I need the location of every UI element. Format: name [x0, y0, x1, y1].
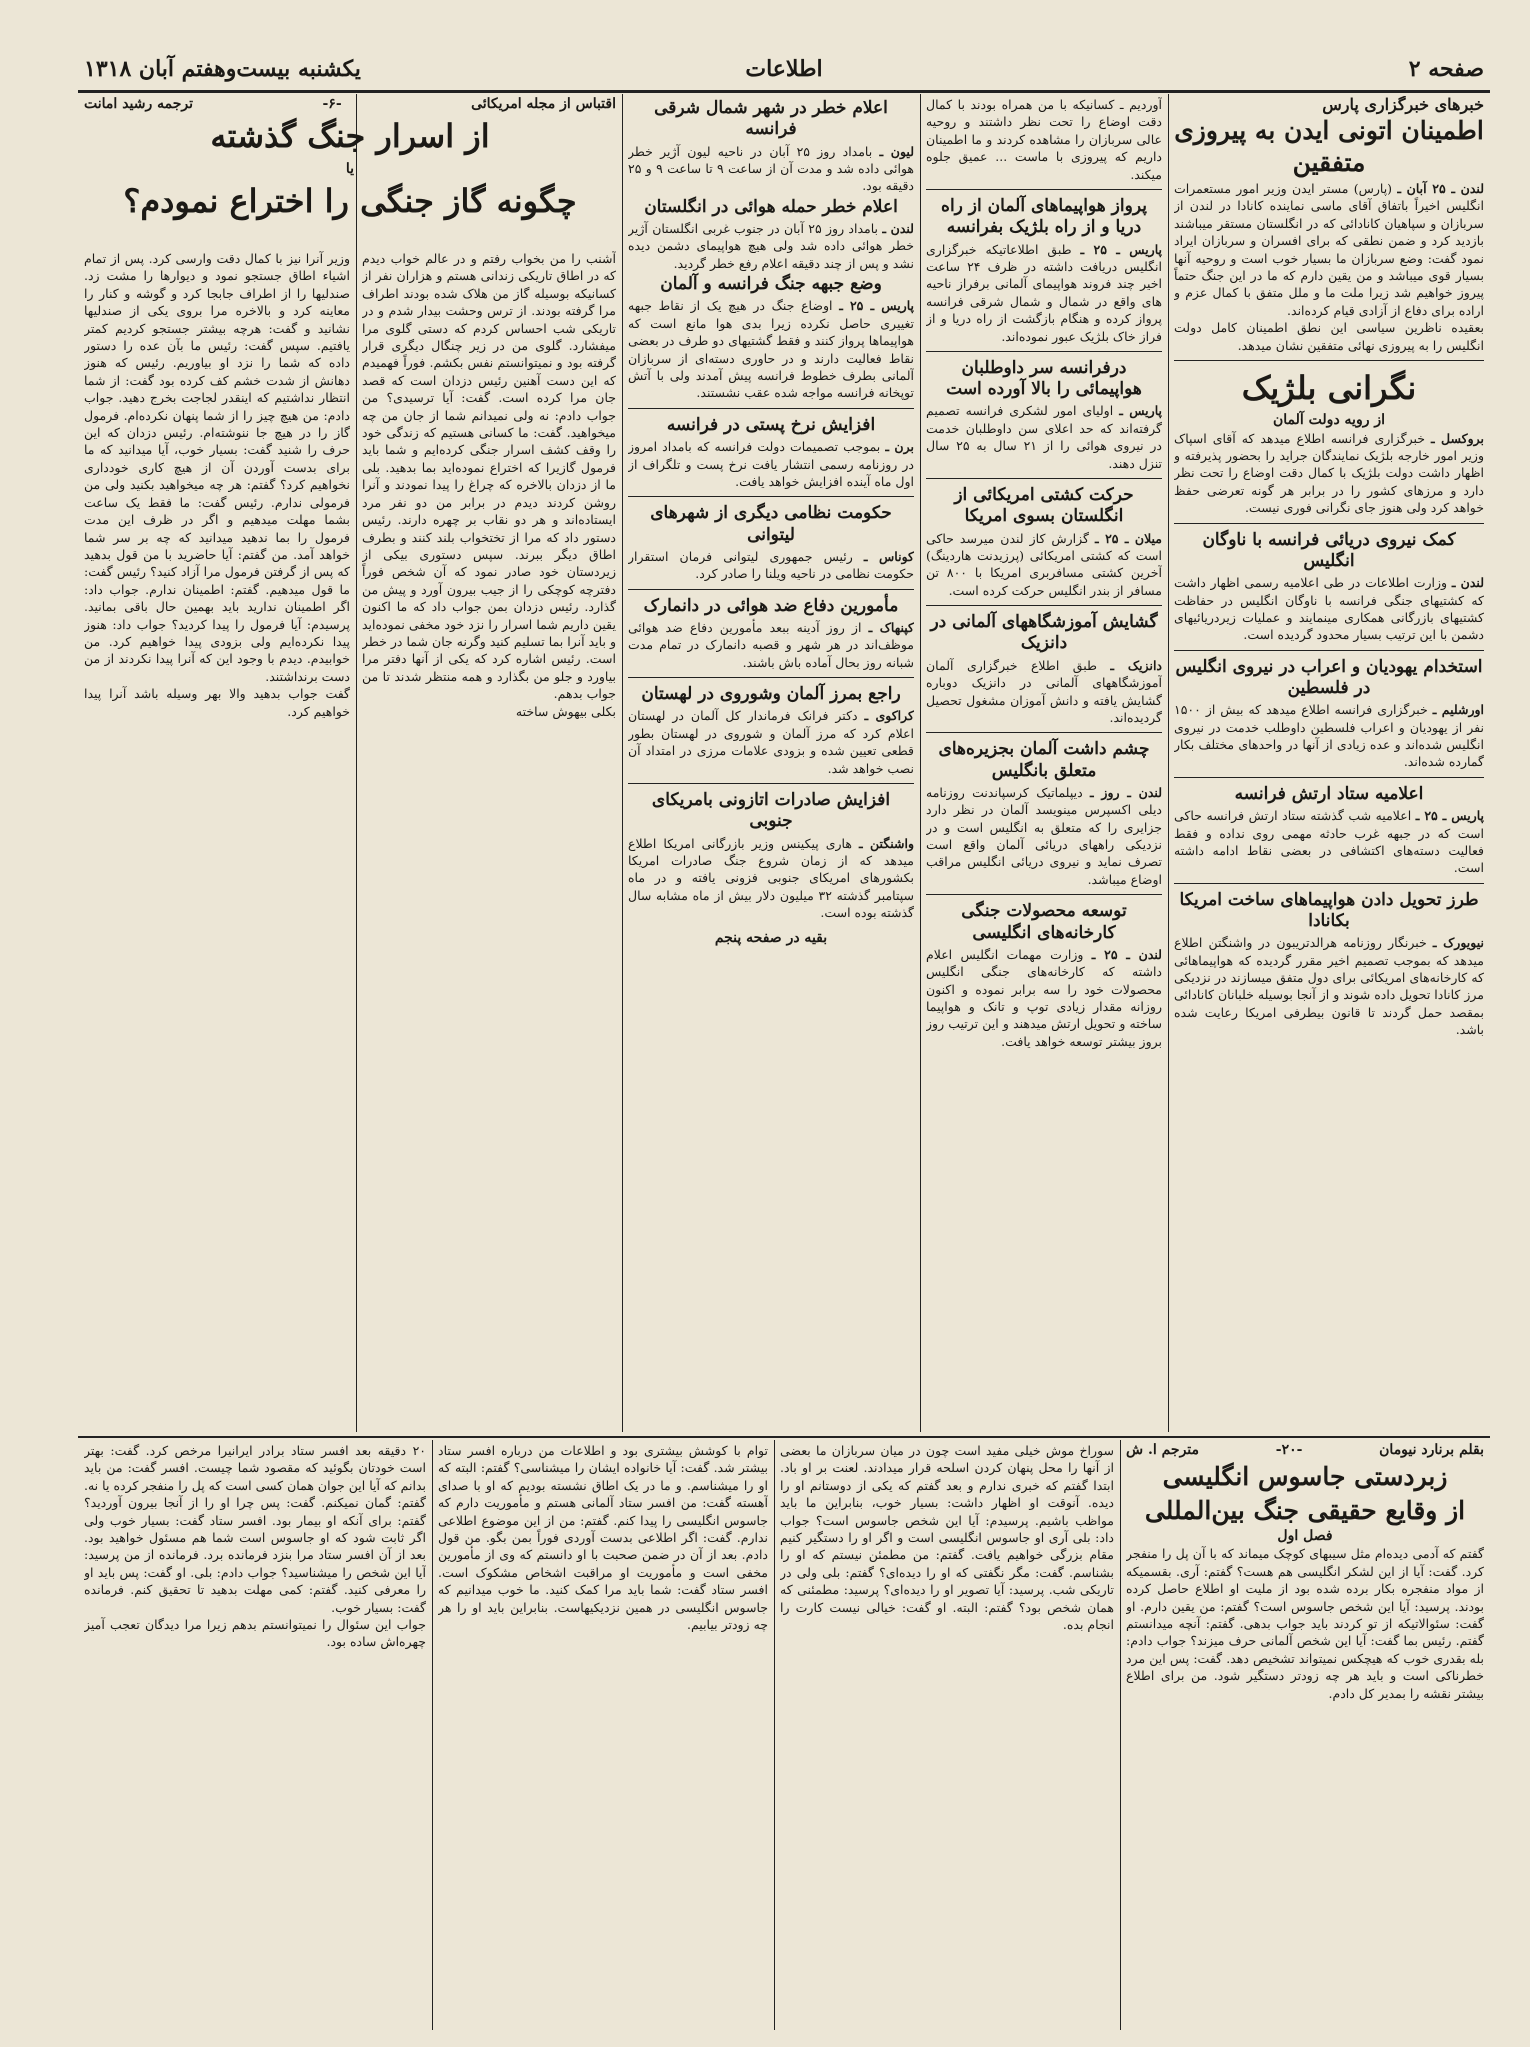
- feature-connector: یا: [345, 160, 355, 177]
- dateline: پاریس ـ ۲۵ ـ: [1080, 241, 1162, 257]
- column-news-3: [628, 96, 914, 1432]
- story-number: -۲۰-: [1275, 1442, 1303, 1458]
- article-body: خبرگزاری فرانسه اطلاع میدهد که آقای اسپاک وزیر امور خارجه بلژیک نمایندگان جراید را بحضور پذیرفته و اظهار داشت دولت بلژیک با کمال دقت اوضاع را تحت نظر دارد و مرزهای کشور را در برابر هر گونه تعرضی حفظ خواهد کرد ولی هنوز جای نگرانی فوری نیست.: [1174, 430, 1484, 516]
- article-body: خبرگزاری فرانسه اطلاع میدهد که بیش از ۱۵۰۰ نفر از یهودیان و اعراب فلسطین داوطلب خدمت در نیروی انگلیس شده‌اند و عده زیادی از آنها در واحدهای مختلف بکار گمارده شده‌اند.: [1174, 702, 1484, 770]
- headline-eden: اطمینان اتونی ایدن به پیروزی متفقین: [1174, 116, 1484, 177]
- dateline: برن ـ: [885, 439, 914, 455]
- story-author: بقلم برنارد نیومان: [1379, 1442, 1484, 1458]
- masthead: [84, 52, 1484, 88]
- paper-name: اطلاعات: [745, 56, 823, 82]
- article-body: هاری پیکینس وزیر بازرگانی امریکا اطلاع میدهد که از زمان شروع جنگ صادرات امریکا بکشورهای امریکای جنوبی فزونی یافته و در ماه سپتامبر گذشته ۳۲ میلیون دلار بیش از ماه مشابه سال گذشته بوده است.: [628, 835, 914, 921]
- article-body: طبق اطلاع خبرگزاری آلمان آموزشگاههای آلمانی در دانزیک دوباره گشایش یافته و دانش آموزان مشغول تحصیل گردیده‌اند.: [926, 657, 1162, 725]
- headline-denmark: مأمورین دفاع ضد هوائی در دانمارک: [643, 595, 899, 616]
- masthead-rule: [78, 90, 1490, 93]
- story-body: گفتم که آدمی دیده‌ام مثل سیبهای کوچک میماند که با آن پل را منفجر کرد. گفت: آیا از این لشکر انگلیسی هم هست؟ گفتم: آری. بقسمیکه از مواد منفجره بکار برده شده بود از ملیت او اطلاع حاصل کرده بودند. پرسید: آیا این شخص جاسوس است؟ گفتم: من یقین دارم. او گفت: سئوالاتیکه از تو کردند باید جواب بدهی. گفتم: آنچه میدانستم گفتم. رئیس بما گفت: آیا این شخص آلمانی حرف میزند؟ جواب دادم: بله بقدری خوب که هیچکس نمیتواند تشخیص دهد. گفت: پس این مرد خطرناکی است و باید هر چه زودتر دستگیر شود. من برای اطلاع بیشتر نقشه را بمدیر کل دادم.: [1126, 1546, 1484, 1701]
- dateline: پاریس ـ ۲۵ ـ: [1415, 808, 1484, 824]
- headline-islands: چشم داشت آلمان بجزیره‌های متعلق بانگلیس: [938, 739, 1150, 781]
- story-column-d: [84, 1442, 426, 2032]
- column-rule: [1168, 94, 1169, 1432]
- story-subheadline: از وقایع حقیقی جنگ بین‌المللی: [1144, 1495, 1466, 1525]
- issue-date: یکشنبه بیست‌وهفتم آبان ۱۳۱۸: [84, 56, 361, 82]
- headline-ship: حرکت کشتی امریکائی از انگلستان بسوی امریکا: [954, 485, 1134, 527]
- dateline: بروکسل ـ: [1431, 430, 1484, 446]
- story-end: جواب این سئوال را نمیتوانستم بدهم زیرا مرا دیدگان تعجب آمیز چهره‌اش ساده بود.: [84, 1617, 426, 1650]
- dateline: واشنگتن ـ: [858, 835, 914, 851]
- column-rule: [356, 94, 357, 1432]
- subhead-belgium: از رویه دولت آلمان: [1273, 412, 1385, 429]
- article-body: دکتر فرانک فرماندار کل آلمان در لهستان اعلام کرد که مرز آلمان و شوروی در لهستان بطور قطعی تعیین شده و بزودی علامات مرزی در امتداد آن نصب خواهد شد.: [628, 708, 914, 776]
- headline-navy: کمک نیروی دریائی فرانسه با ناوگان انگلیس: [1202, 529, 1456, 571]
- dateline: لندن ـ: [882, 220, 914, 236]
- story-column-c: [438, 1442, 768, 2032]
- dateline: دانزیک ـ: [1110, 657, 1162, 673]
- column-rule: [920, 94, 921, 1432]
- section-label: خبرهای خبرگزاری پارس: [1322, 96, 1484, 114]
- headline-postal: افزایش نرخ پستی در فرانسه: [666, 414, 876, 435]
- column-feature-b: [84, 250, 350, 1432]
- section-rule: [78, 1436, 1490, 1438]
- headline-alarm-england: اعلام خطر حمله هوائی در انگلستان: [644, 196, 898, 217]
- dateline: نیویورک ـ: [1432, 935, 1484, 951]
- feature-number: -۶-: [322, 96, 342, 112]
- story-headline: زبردستی جاسوس انگلیسی: [1162, 1462, 1448, 1492]
- column-rule: [622, 94, 623, 1432]
- column-news-2: [926, 96, 1162, 1432]
- headline-us-exports: افزایش صادرات اتازونی بامریکای جنوبی: [651, 790, 891, 832]
- feature-header: [84, 96, 616, 246]
- dateline: میلان ـ ۲۵ ـ: [1095, 530, 1162, 546]
- feature-source: اقتباس از مجله امریکائی: [471, 96, 616, 112]
- story-body: توام با کوشش بیشتری بود و اطلاعات من درباره افسر ستاد بیشتر شد. گفت: آیا خانواده ایشان را میشناسی؟ گفتم: البته که او را میشناسم. و ما در یک اطاق نشسته بودیم که او با صدای آهسته گفت: من افسر ستاد آلمانی هستم و مأموریت دارم که جاسوس انگلیسی را پیدا کنم. گفتم: من از این موضوع اطلاعی ندارم. گفت: اگر اطلاعی بدست آوردی فوراً بمن بگو. من قول دادم. بعد از آن در ضمن صحبت با او دانستم که وی از مأمورین مخفی است و مأموریت او مراقبت اشخاص مشکوک است. افسر ستاد گفت: شما باید مرا کمک کنید. ما خوب میدانیم که جاسوس انگلیسی در همین نزدیکیهاست. بنابراین باید او را هر چه زودتر بیابیم.: [438, 1443, 768, 1633]
- story-body: سوراخ موش خیلی مفید است چون در میان سربازان ما بعضی از آنها را محل پنهان کردن اسلحه قرار میدادند. لعنت بر او باد. ابتدا گفتم که خبری ندارم و بعد گفتم که یکی از دوستانم او را دیده. آنوقت او اظهار داشت: بسیار خوب، بنابراین ما باید مواظب باشیم. پرسیدم: آیا این شخص جاسوس است؟ جواب داد: بلی آری او جاسوس انگلیسی است و اگر او را دستگیر کنیم مقام بزرگی خواهیم یافت. گفتم: من مطمئن نیستم که او را بشناسم. گفت: مگر نگفتی که او را دیده‌ای؟ گفتم: بلی ولی در تاریکی شب. پرسید: آیا تصویر او را دیده‌ای؟ پرسید: مطمئنی که همان شخص بود؟ گفتم: البته. او گفت: خیالی نیست کارت را انجام بده.: [780, 1443, 1114, 1633]
- dateline: کراکوی ـ: [864, 708, 914, 724]
- headline-belgium: نگرانی بلژیک: [1241, 368, 1417, 407]
- dateline: پاریس ـ ۲۵ ـ: [839, 298, 914, 314]
- article-body: اوضاع جنگ در هیچ یک از نقاط جبهه تغییری حاصل نکرده زیرا بدی هوا مانع است که هواپیماها پرواز کنند و فقط گشتیهای دو طرف در بعضی نقاط فعالیت دارند و در حاوری دسته‌ای از سربازان آلمانی بطرف خطوط فرانسه پیش آمدند ولی با آتش توپخانه فرانسه مواجه شده عقب نشستند.: [628, 298, 914, 401]
- article-end: گفت جواب بدهید والا بهر وسیله باشد آنرا پیدا خواهیم کرد.: [84, 686, 350, 719]
- feature-translator: ترجمه رشید امانت: [84, 96, 194, 112]
- article-body: (پارس) مستر ایدن وزیر امور مستعمرات انگلیس اخیراً باتفاق آقای ماسی نماینده کانادا در لندن از سربازان و سپاهیان کانادائی که در انگلستان مستقر میباشند بازدید کرد و ضمن نطقی که برای افسران و سربازان ایراد نمود گفت: وضع سربازان ما بسیار خوب است و روحیه آنها بسیار قوی میباشد و من یقین دارم که ما در این جنگ حتماً پیروز خواهیم شد زیرا ملت ما و ملل متفق با کمال عزم و اراده برای دفاع از آزادی قیام کرده‌اند.: [1174, 180, 1484, 318]
- headline-volunteers: درفرانسه سر داوطلبان هواپیمائی را بالا آورده است: [946, 357, 1142, 400]
- article-end: بکلی بیهوش ساخته: [515, 703, 616, 719]
- article-body: دیپلماتیک کرسپاندنت روزنامه دیلی اکسپرس مینویسد آلمان در نظر دارد جزایری را که متعلق به انگلیس است و در نزدیکی راههای دریائی آلمان واقع است تصرف نماید و نیروی دریائی انگلیس مراقب اوضاع میباشد.: [926, 784, 1162, 887]
- article-body: از روز آدینه ببعد مأمورین دفاع ضد هوائی موظف‌اند در هر شهر و قصبه دانمارک در تمام مدت شبانه روز بحال آماده باش باشند.: [628, 619, 914, 670]
- dateline: لندن ـ: [1451, 575, 1484, 591]
- headline-air-raid: پرواز هواپیماهای آلمان از راه دریا و از راه بلژیک بفرانسه: [941, 196, 1147, 238]
- headline-production: توسعه محصولات جنگی کارخانه‌های انگلیسی: [961, 901, 1127, 943]
- article-lead: آوردیم ـ کسانیکه با من همراه بودند با کمال دقت اوضاع را تحت نظر داشتند و روحیه عالی سربازان را مشاهده کردند و ما اطمینان داریم که پیروزی با ماست ... عمیق جلوه میکند.: [926, 97, 1162, 182]
- article-body: بامداد روز ۲۵ آبان در جنوب غربی انگلستان آژیر خطر هوائی داده شد ولی هیچ هواپیمای دشمن دیده نشد و پس از چند دقیقه اعلام رفع خطر گردید.: [628, 220, 914, 271]
- story-body: ۲۰ دقیقه بعد افسر ستاد برادر ایرانیرا مرخص کرد. گفت: بهتر است خودتان بگوئید که مقصود شما چیست. افسر گفت: من باید بدانم که آیا این جوان همان کسی است که پل را منفجر کرده یا نه. گفتم: گمان نمیکنم. گفت: پس چرا او را از آنجا بیرون آوردید؟ گفتم: برای آنکه او بیمار بود. افسر ستاد گفت: بسیار خوب ولی اگر ثابت شود که او جاسوس است شما هم مسئول خواهید بود. بعد از آن افسر ستاد مرا بنزد فرمانده برد. فرمانده از من پرسید: آیا این شخص را میشناسید؟ جواب دادم: بلی. او گفت: پس باید او را معرفی کنید. گفتم: کمی مهلت بدهید تا تحقیق کنم. فرمانده گفت: بسیار خوب.: [84, 1443, 426, 1615]
- dateline: لیون ـ: [879, 143, 914, 159]
- article-body: خبرنگار روزنامه هرالدتریبون در واشنگتن اطلاع میدهد که بموجب تصمیم اخیر مقرر گردیده که هواپیماهائی که کارخانه‌های امریکائی برای دول متفق میسازند در نزدیکی مرز کانادا تحویل داده شوند و از آنجا بوسیله خلبانان کانادائی بمقصد حمل گردند تا قانون بیطرفی امریکا رعایت شده باشد.: [1174, 935, 1484, 1038]
- headline-poland-border: راجع بمرز آلمان وشوروی در لهستان: [641, 684, 901, 705]
- article-body: رئیس جمهوری لیتوانی فرمان استقرار حکومت نظامی در ناحیه ویلنا را صادر کرد.: [628, 548, 914, 582]
- article-body: وزیر آنرا نیز با کمال دقت وارسی کرد. پس از تمام اشیاء اطاق جستجو نمود و دیوارها را مشت زد. صندلیها را از اطراف جابجا کرد و گوشه و کنار را معاینه کرد و بالاخره مرا بروی یکی از صندلیها نشانید و گفت: هرچه بیشتر جستجو کردیم کمتر یافتیم. سپس گفت: رئیس ما بآن عده را دستور داده که شما را نزد او بیاوریم. رئیس که هنوز دهانش از شدت خشم کف کرده بود گفت: از شما انتظار نداشتیم که اینقدر لجاجت بخرج دهید. جواب دادم: من هیچ چیز را از شما پنهان نکرده‌ام. فرمول گاز را در هیچ جا ننوشته‌ام. رئیس دزدان که این حرف را شنید گفت: بسیار خوب، آیا میدانید که ما برای بدست آوردن آن از هیچ کاری خودداری نخواهیم کرد؟ گفتم: هر چه میخواهید بکنید ولی من فرمولی ندارم. رئیس گفت: ما فقط یک ساعت بشما مهلت میدهیم و اگر در ظرف این مدت فرمول را بما ندهید میدانید که چه بر سر شما خواهد آمد. من گفتم: آیا حاضرید با من قول بدهید که پس از گرفتن فرمول مرا آزاد کنید؟ رئیس گفت: ما قول میدهیم. گفتم: اطمینان ندارم. جواب داد: اگر اطمینان ندارید باید بهمین حال باقی بمانید. پرسیدم: آیا فرمول را پیدا کردید؟ جواب داد: هنوز پیدا نکرده‌ایم ولی بزودی پیدا خواهیم کرد. من خوابیدم. دیدم با وجود این که آنرا پیدا نکردند از من دست برنداشتند.: [84, 251, 350, 684]
- dateline: لندن ـ روز ـ: [1090, 784, 1162, 800]
- column-rule: [432, 1440, 433, 2030]
- headline-palestine: استخدام یهودیان و اعراب در نیروی انگلیس در فلسطین: [1175, 656, 1483, 698]
- article-note: بعقیده ناظرین سیاسی این نطق اطمینان کامل دولت انگلیس را به پیروزی نهائی متفقین نشان میدهد.: [1174, 320, 1484, 353]
- story-column-a: [1126, 1442, 1484, 2032]
- dateline: لندن ـ ۲۵ ـ: [1091, 946, 1162, 962]
- continued-note: بقیه در صفحه پنجم: [714, 929, 828, 946]
- page-number: صفحه ۲: [1408, 56, 1484, 82]
- article-body: اعلامیه شب گذشته ستاد ارتش فرانسه حاکی است که در جبهه غرب حادثه مهمی روی نداده و فقط فعالیت دسته‌های اکتشافی در بعضی نقاط ادامه داشته است.: [1174, 808, 1484, 876]
- headline-schools: گشایش آموزشگاههای آلمانی در دانزیک: [930, 612, 1158, 654]
- article-body: وزارت مهمات انگلیس اعلام داشته که کارخانه‌های جنگی انگلیس محصولات خود را سه برابر نموده و اکنون روزانه مقدار زیادی توپ و تانک و هواپیما ساخته و تحویل ارتش میدهند و این ترتیب روز بروز بیشتر توسعه خواهد یافت.: [926, 946, 1162, 1049]
- article-body: بموجب تصمیمات دولت فرانسه که بامداد امروز در روزنامه رسمی انتشار یافت نرخ پست و تلگراف از اول ماه آینده افزایش خواهد یافت.: [628, 439, 914, 489]
- headline-front: وضع جبهه جنگ فرانسه و آلمان: [660, 274, 882, 295]
- story-column-b: [780, 1442, 1114, 2032]
- article-body: گزارش کاز لندن میرسد حاکی است که کشتی امریکائی (پرزیدنت هاردینگ) آخرین کشتی مسافربری امریکا با ۸۰۰ تن مسافر از بندر انگلیس حرکت کرده است.: [926, 530, 1162, 598]
- headline-france-staff: اعلامیه ستاد ارتش فرانسه: [1234, 783, 1424, 804]
- dateline: کپنهاک ـ: [868, 619, 914, 635]
- article-body: وزارت اطلاعات در طی اعلامیه رسمی اظهار داشت که کشتیهای جنگی فرانسه با ناوگان انگلیس در حفاظت کشتیهای بازرگانی همکاری مینمایند و عملیات زیردریائیهای دشمن با این ترتیب بسیار محدود گردیده است.: [1174, 575, 1484, 643]
- story-chapter: فصل اول: [1277, 1527, 1333, 1544]
- feature-headline: از اسرار جنگ گذشته: [210, 117, 490, 156]
- headline-alarm-france: اعلام خطر در شهر شمال شرقی فرانسه: [654, 98, 888, 140]
- article-body: اولیای امور لشکری فرانسه تصمیم گرفته‌اند که حد اعلای سن داوطلبان خدمت در نیروی هوائی را از ۲۱ سال به ۲۵ سال تنزل دهند.: [926, 403, 1162, 471]
- column-rule: [1120, 1440, 1121, 2030]
- article-body: طبق اطلاعاتیکه خبرگزاری انگلیس دریافت داشته در ظرف ۲۴ ساعت اخیر چند فروند هواپیمای آلمانی برفراز ناحیه های واقع در شمال و شمال شرقی فرانسه پرواز کرده و هنگام بازگشت از راه دریا و از فراز خاک بلژیک عبور نموده‌اند.: [926, 241, 1162, 344]
- feature-subheadline: چگونه گاز جنگی را اختراع نمودم؟: [123, 182, 577, 220]
- headline-lithuania: حکومت نظامی دیگری از شهرهای لیتوانی: [650, 503, 892, 545]
- column-rule: [774, 1440, 775, 2030]
- article-body: بامداد روز ۲۵ آبان در ناحیه لیون آژیر خطر هوائی داده شد و مدت آن از ساعت ۹ تا ساعت ۹ و ۲۵ دقیقه بود.: [628, 143, 914, 194]
- article-body: آشنب را من بخواب رفتم و در عالم خواب دیدم که در اطاق تاریکی زندانی هستم و هزاران نفر از کسانیکه بوسیله گاز من هلاک شده بودند اطراف مرا گرفته بودند. از ترس وحشت بیدار شدم و در تاریکی شب احساس کردم که دستی گلوی مرا میفشارد. گلوی من در زیر چنگال دیگری قرار گرفته بود و نمیتوانستم نفس بکشم. فوراً فهمیدم که این دست آهنین رئیس دزدان است که قصد جان مرا کرده است. گفت: آیا ترسیدی؟ من جواب دادم: نه ولی نمیدانم شما از جان من چه میخواهید. گفت: ما کسانی هستیم که زندگی خود را وقف کشف اسرار جنگی کرده‌ایم و شما باید فرمول گازیرا که اختراع نموده‌اید بما بدهید. بلی ما از دزدان بالاخره که چراغ را پیدا نمودند و آنرا روشن کردند دیدم در برابر من دو نفر مرد ایستاده‌اند و هر دو نقاب بر چهره دارند. رئیس دستور داد که مرا از تختخواب بلند کنند و بطرف اطاق دیگر ببرند. سپس دستوری بیکی از زیردستان خود صادر نمود که آن شخص فوراً دفترچه کوچکی را از جیب بیرون آورد و پیش من گذارد. رئیس دزدان بمن جواب داد که ما اکنون یقین داریم شما اسرار را نزد خود مخفی نموده‌اید و باید آنرا بما تسلیم کنید وگرنه جان شما در خطر است. رئیس اشاره کرد که یکی از آنها دفتر مرا بیاورد و جلو من بگذارد و همه منتظر شدند تا من جواب بدهم.: [362, 251, 616, 702]
- column-foreign-news: [1174, 96, 1484, 1432]
- dateline: اورشلیم ـ: [1432, 702, 1484, 718]
- story-translator: مترجم ا. ش: [1126, 1442, 1200, 1458]
- dateline: لندن ـ ۲۵ آبان ـ: [1397, 180, 1484, 196]
- headline-aircraft: طرز تحویل دادن هواپیماهای ساخت امریکا بکانادا: [1179, 889, 1479, 931]
- dateline: پاریس ـ: [1119, 403, 1162, 419]
- dateline: کوناس ـ: [863, 548, 914, 564]
- column-feature-a: [362, 250, 616, 1432]
